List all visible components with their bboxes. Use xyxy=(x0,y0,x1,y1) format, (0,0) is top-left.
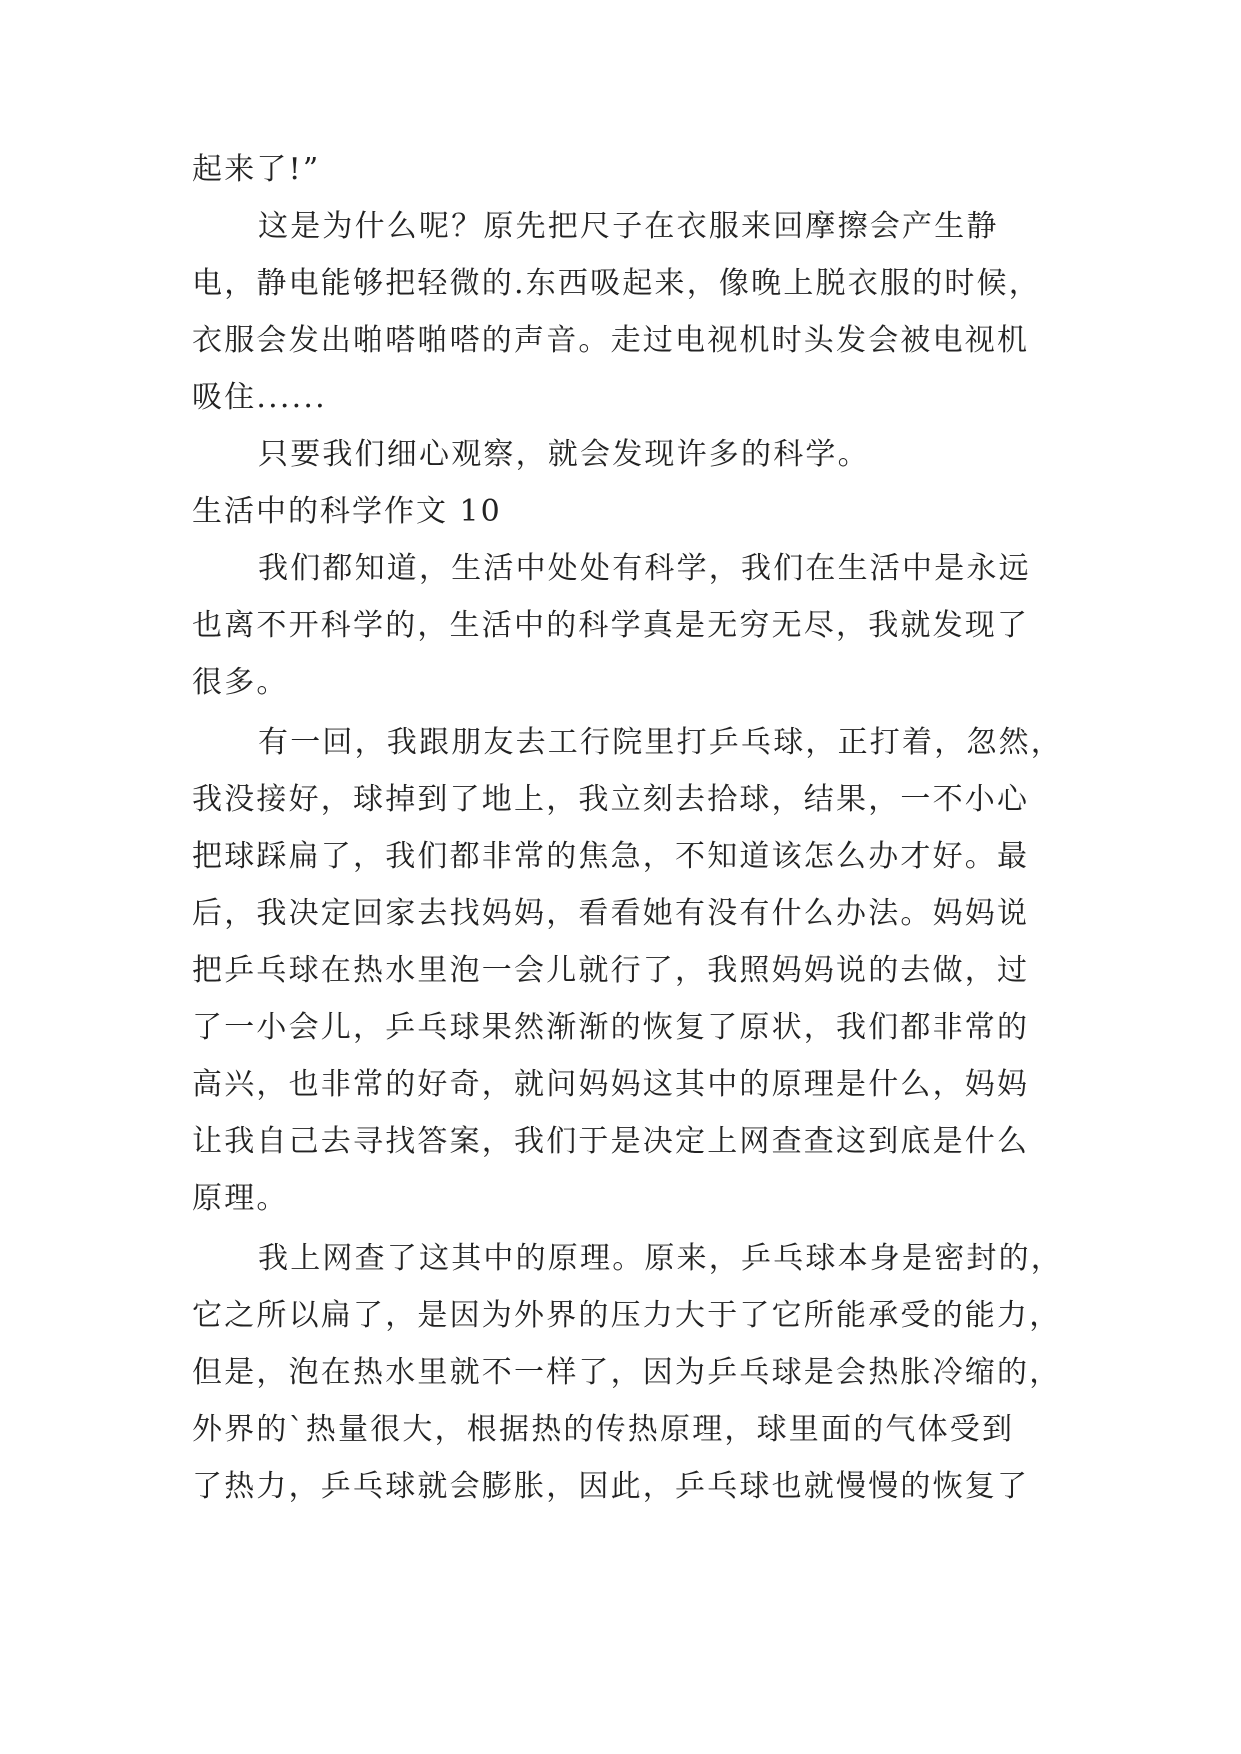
paragraph-start-line: 有一回，我跟朋友去工行院里打乒乓球，正打着，忽然， xyxy=(258,725,1063,760)
text-line: 吸住...... xyxy=(192,380,327,415)
text-line: 也离不开科学的，生活中的科学真是无穷无尽，我就发现了 xyxy=(192,608,1030,643)
text-line: 后，我决定回家去找妈妈，看看她有没有什么办法。妈妈说 xyxy=(192,896,1030,931)
paragraph-start-line: 我们都知道，生活中处处有科学，我们在生活中是永远 xyxy=(258,551,1031,586)
paragraph-start-line: 我上网查了这其中的原理。原来，乒乓球本身是密封的， xyxy=(258,1241,1063,1276)
paragraph-start-line: 只要我们细心观察，就会发现许多的科学。 xyxy=(258,437,870,472)
text-line: 原理。 xyxy=(192,1181,289,1216)
section-heading: 生活中的科学作文 10 xyxy=(192,494,502,529)
text-line: 让我自己去寻找答案，我们于是决定上网查查这到底是什么 xyxy=(192,1124,1030,1159)
text-line: 把乒乓球在热水里泡一会儿就行了，我照妈妈说的去做，过 xyxy=(192,953,1030,988)
paragraph-start-line: 这是为什么呢？原先把尺子在衣服来回摩擦会产生静 xyxy=(258,209,999,244)
text-line: 起来了!” xyxy=(192,152,321,187)
text-line: 电，静电能够把轻微的.东西吸起来，像晚上脱衣服的时候， xyxy=(192,266,1041,301)
text-line: 了热力，乒乓球就会膨胀，因此，乒乓球也就慢慢的恢复了 xyxy=(192,1469,1030,1504)
text-line: 很多。 xyxy=(192,665,289,700)
text-line: 我没接好，球掉到了地上，我立刻去拾球，结果，一不小心 xyxy=(192,782,1030,817)
text-line: 但是，泡在热水里就不一样了，因为乒乓球是会热胀冷缩的， xyxy=(192,1355,1062,1390)
text-line: 高兴，也非常的好奇，就问妈妈这其中的原理是什么，妈妈 xyxy=(192,1067,1030,1102)
text-line: 把球踩扁了，我们都非常的焦急，不知道该怎么办才好。最 xyxy=(192,839,1030,874)
text-line: 了一小会儿，乒乓球果然渐渐的恢复了原状，我们都非常的 xyxy=(192,1010,1030,1045)
text-line: 它之所以扁了，是因为外界的压力大于了它所能承受的能力， xyxy=(192,1298,1062,1333)
text-line: 外界的`热量很大，根据热的传热原理，球里面的气体受到 xyxy=(192,1412,1015,1447)
text-line: 衣服会发出啪嗒啪嗒的声音。走过电视机时头发会被电视机 xyxy=(192,323,1030,358)
